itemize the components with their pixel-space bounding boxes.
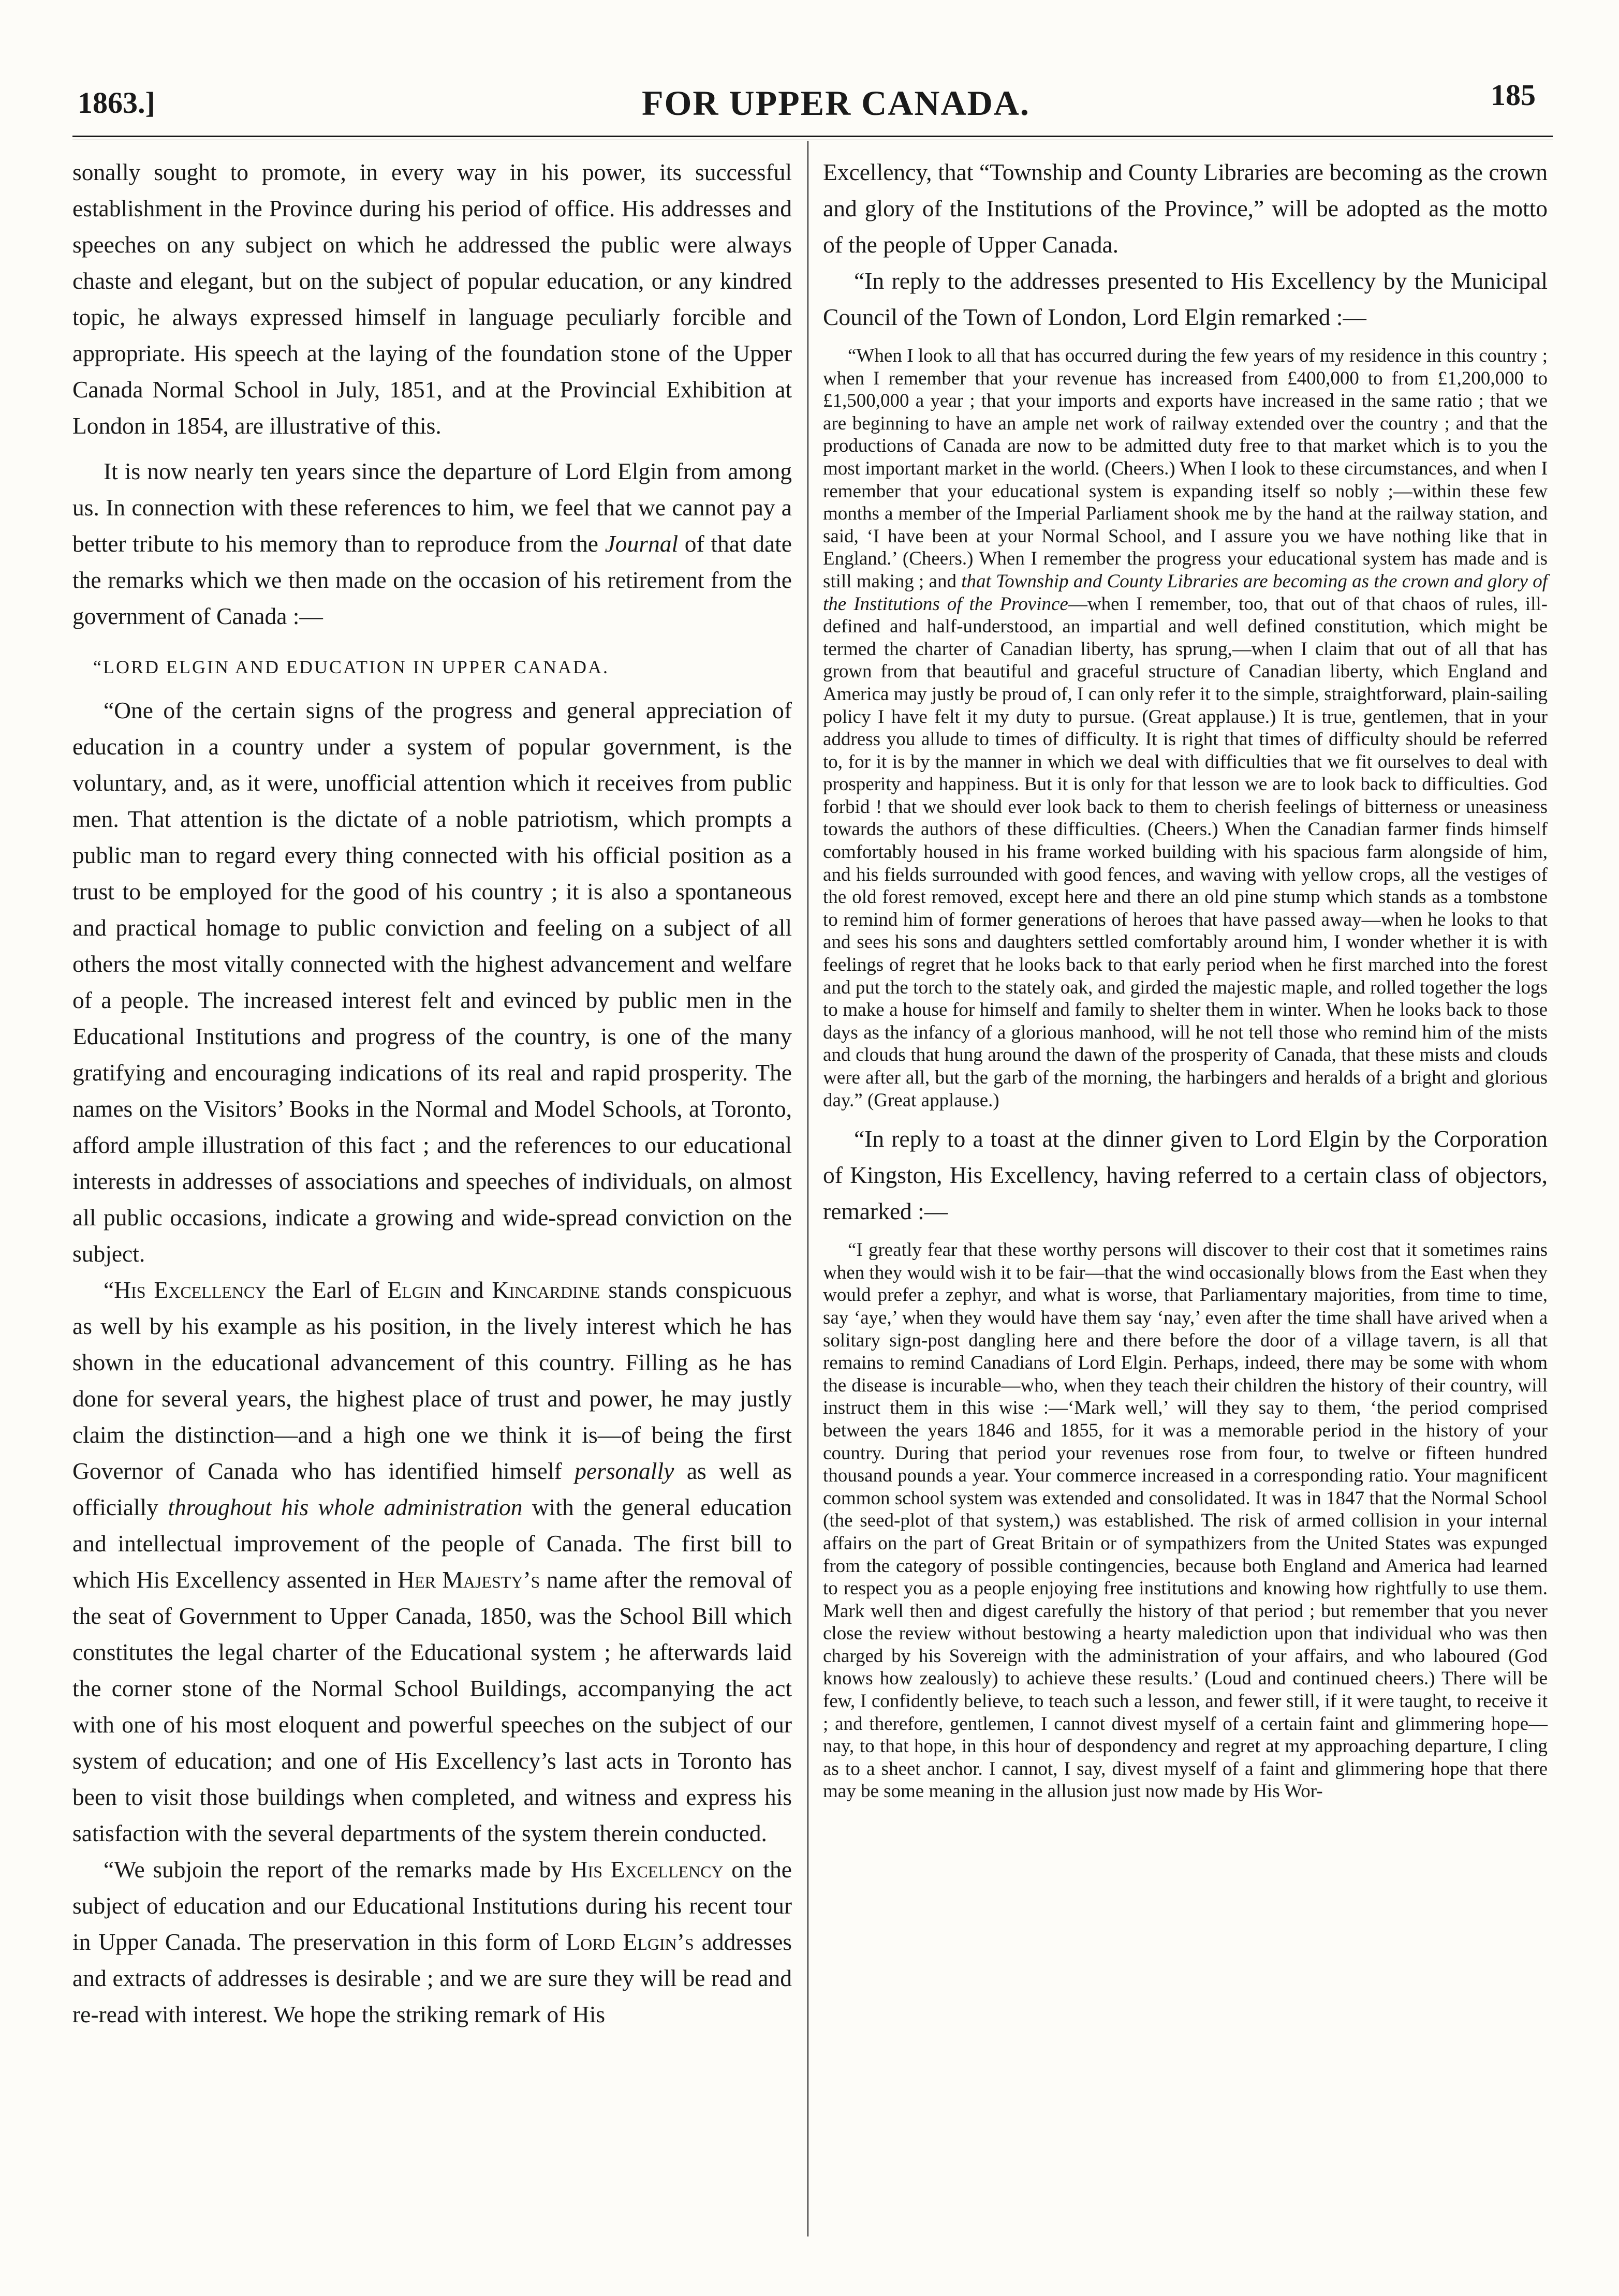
her-majesty-caps: Her Majesty’s (398, 1566, 540, 1593)
london-quote-c: —when I remember, too, that out of that chaos of rules, ill-defined and half-understood, an impartial and well defined constitution, which might be termed the charter of Canadian liberty, has sprung,—when I claim that out of all that has grown from that beautiful and graceful structure of Canadian liberty, which England and America may justly be proud of, I can only refer it to the simple, straightforward, plain-sailing policy I have felt it my duty to pursue. (Great applause.) It is true, gentlemen, that in your address you allude to times of difficulty. It is right that times of difficulty should be referred to, for it is by the manner in which we deal with difficulties that we fit ourselves to deal with prosperity and happiness. But it is only for that lesson we are to look back to difficulties. God forbid ! that we should ever look back to them to cherish feelings of bitterness or uneasiness towards the authors of these difficulties. (Cheers.) When the Canadian farmer finds himself comfortably housed in his frame worked building with his spacious farm alongside of him, and his fields surrounded with good fences, and waving with yellow crops, all the vestiges of the old forest removed, except here and there an old pine stump which stands as a tombstone to remind him of former generations of heroes that have passed away—when he looks to that and sees his sons and daughters settled comfortably around him, I wonder whether it is with feelings of regret that he looks back to that early period when he first marched into the forest and put the torch to the stately oak, and girded the majestic maple, and rolled together the logs to make a house for himself and family to shelter them in winter. When he looks back to those days as the infancy of a glorious manhood, will he not tell those who remind him of the mists and clouds that hung around the dawn of the prosperity of Canada, that these mists and clouds were after all, but the garb of the morning, the harbingers and heralds of a bright and glorious day.” (Great applause.) (823, 593, 1548, 1111)
lord-elgins-caps: Lord Elgin’s (566, 1929, 694, 1955)
p5-text-a: “We subjoin the report of the remarks made by (104, 1856, 571, 1883)
left-paragraph-2-end: of that date the remarks which we then made on the occasion of his retirement from the government of Canada :— (72, 530, 792, 629)
header-title: FOR UPPER CANADA. (642, 83, 1030, 123)
journal-title: Journal (605, 530, 679, 557)
elgin-caps: Elgin (387, 1277, 441, 1303)
london-quote (823, 345, 1548, 1112)
p4-text-f: stands conspicuous as well by his example as his position, in the lively interest which he has shown in the educational advancement of this country. Filling as he has done for several years, the highest place of trust and power, he may justly claim the distinction—and a high one we think it is—of being the first Governor of Canada who has identified himself (72, 1277, 792, 1484)
section-heading: “LORD ELGIN AND EDUCATION IN UPPER CANADA. (93, 657, 609, 677)
p5-text-e: addresses and extracts of addresses is desirable ; and we are sure they will be read and re-read with interest. We hope the striking remark of His (72, 1929, 792, 2027)
p4-text-l: name after the removal of the seat of Government to Upper Canada, 1850, was the School Bill which constitutes the legal charter of the Educational system ; he afterwards laid the corner stone of the Normal School Buildings, accompanying the act with one of his most eloquent and powerful speeches on the subject of our system of education; and one of His Excellency’s last acts in Toronto has been to visit those buildings when completed, and witness and express his satisfaction with the several departments of the system therein conducted. (72, 1566, 792, 1846)
left-column (72, 154, 792, 2033)
left-paragraph-4 (72, 1272, 792, 1851)
kingston-quote: “I greatly fear that these worthy persons will discover to their cost that it sometimes rains when they would wish it to be fair—that the wind occasionally blows from the East when they would prefer a zephyr, and what is worse, that Parliamentary majorities, from time to time, say ‘aye,’ when they would have them say ‘nay,’ even after the time shall have arived when a solitary sign-post dangling here and there before the door of a village tavern, is all that remains to remind Canadians of Lord Elgin. Perhaps, indeed, there may be some with whom the disease is incurable—who, when they teach their children the history of their country, will instruct them in this wise :—‘Mark well,’ will they say to them, ‘the period comprised between the years 1846 and 1855, for it was a memorable period in the history of your country. During that period your revenues rose from four, to twelve or fifteen hundred thousand pounds a year. Your commerce increased in a corresponding ratio. Your magnificent common school system was extended and consolidated. It was in 1847 that the Normal School (the seed-plot of that system,) was established. The risk of armed collision in your internal affairs on the part of Great Britain or of sympathizers from the United States was expunged from the category of possible contingencies, because both England and America had learned to respect you as a people enjoying free institutions and knowing how rightfully to use them. Mark well then and digest carefully the history of that period ; but remember that you never close the review without bestowing a hearty malediction upon that individual who was then charged by his Sovereign with the administration of your affairs, and who laboured (God knows how zealously) to achieve these results.’ (Loud and continued cheers.) There will be few, I confidently believe, to teach such a lesson, and fewer still, if it were taught, to receive it ; and therefore, gentlemen, I cannot divest myself of a certain faint and glimmering hope—nay, to that hope, in this hour of despondency and regret at my approaching departure, I cling as to a sheet anchor. I cannot, I say, divest myself of a faint and glimmering hope that there may be some meaning in the allusion just now made by His Wor- (823, 1239, 1548, 1802)
column-divider (807, 141, 808, 2236)
london-quote-a: “When I look to all that has occurred during the few years of my residence in this country ; when I remember that your revenue has increased from £400,000 to from £1,200,000 to £1,500,000 a year ; that your imports and exports have increased in the same ratio ; that we are beginning to have an ample net work of railway extended over the country ; and that the productions of Canada are now to be admitted duty free to that market which is to you the most important market in the world. (Cheers.) When I look to these circumstances, and when I remember that your educational system is expanding itself so nobly ;—within these few months a member of the Imperial Parliament shook me by the hand at the railway station, and said, ‘I have been at your Normal School, and I assure you we have nothing like that in England.’ (Cheers.) When I remember the progress your educational system has made and is still making ; and (823, 345, 1548, 592)
his-excellency-caps-2: His Excellency (570, 1856, 724, 1883)
kincardine-caps: Kincardine (492, 1277, 600, 1303)
right-paragraph-3: “In reply to a toast at the dinner given to Lord Elgin by the Corporation of Kingston, His Excellency, having referred to a certain class of objectors, remarked :— (823, 1125, 1548, 1225)
p4-text-b: the Earl of (267, 1277, 388, 1303)
left-paragraph-2-start: It is now nearly ten years since the departure of Lord Elgin from among us. In connection with these references to him, we feel that we cannot pay a better tribute to his memory than to reproduce from the (72, 458, 792, 557)
left-paragraph-2 (72, 453, 792, 634)
left-paragraph-5 (72, 1851, 792, 2033)
header-year: 1863.] (78, 86, 155, 120)
right-column (823, 154, 1548, 1803)
left-paragraph-3: “One of the certain signs of the progress and general appreciation of education in a country under a system of popular government, is the voluntary, and, as it were, unofficial attention which it receives from public men. That attention is the dictate of a noble patriotism, which prompts a public man to regard every thing connected with his official position as a trust to be employed for the good of his country ; it is also a spontaneous and practical homage to public conviction and feeling on a subject of all others the most vitally connected with the highest advancement and welfare of a people. The increased interest felt and evinced by public men in the Educational Institutions and progress of the country, is one of the many gratifying and encouraging indications of its real and rapid prosperity. The names on the Visitors’ Books in the Normal and Model Schools, at Toronto, afford ample illustration of this fact ; and the references to our educational interests in addresses of associations and speeches of individuals, on almost all public occasions, indicate a growing and wide-spread conviction on the subject. (72, 697, 792, 1267)
p4-text-j: with the general education and intellectual improvement of the people of Canada. The first bill to which His Excellency assented in (72, 1494, 792, 1593)
his-excellency-caps: “His Excellency (104, 1277, 267, 1303)
p5-text-c: on the subject of education and our Educational Institutions during his recent tour in Upper Canada. The preservation in this form of (72, 1856, 792, 1955)
administration-italic: throughout his whole administration (168, 1494, 523, 1520)
header-rule (72, 136, 1553, 137)
page-number: 185 (1491, 78, 1536, 112)
page-header (0, 0, 1619, 129)
personally-italic: personally (575, 1458, 674, 1484)
left-paragraph-1: sonally sought to promote, in every way in his power, its successful establishment in the Province during his period of office. His addresses and speeches on any subject on which he addressed the public were always chaste and elegant, but on the subject of popular education, or any kindred topic, he always expressed himself in language peculiarly forcible and appropriate. His speech at the laying of the foundation stone of the Upper Canada Normal School in July, 1851, and at the Provincial Exhibition at London in 1854, are illustrative of this. (72, 159, 792, 439)
p4-text-d: and (441, 1277, 492, 1303)
right-paragraph-1: Excellency, that “Township and County Libraries are becoming as the crown and glory of the Institutions of the Province,” will be adopted as the motto of the people of Upper Canada. (823, 159, 1548, 258)
right-paragraph-2: “In reply to the addresses presented to His Excellency by the Municipal Council of the Town of London, Lord Elgin remarked :— (823, 268, 1548, 330)
libraries-italic: that Township and County Libraries are becoming as the crown and glory of the Institutions of the Province (823, 570, 1548, 615)
p4-text-h: as well as officially (72, 1458, 792, 1520)
